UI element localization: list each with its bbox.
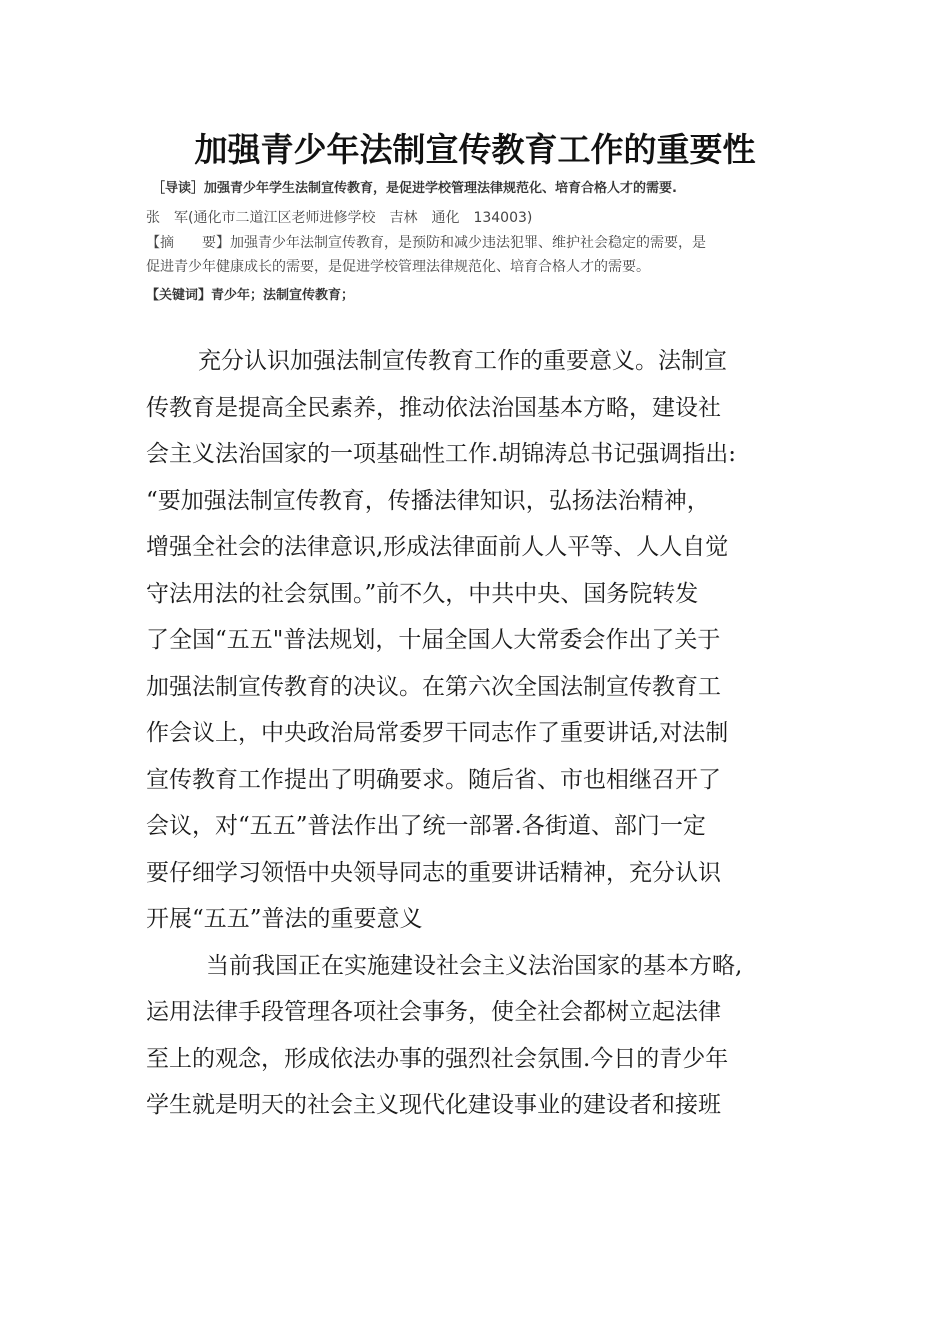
document-title: 加强青少年法制宣传教育工作的重要性 <box>194 130 756 169</box>
abstract-text: 加强青少年法制宣传教育，是预防和减少违法犯罪、维护社会稳定的需要，是 <box>230 235 706 251</box>
paragraph-line: 当前我国正在实施建设社会主义法治国家的基本方略, <box>206 952 743 979</box>
keywords-line: 【关键词】青少年；法制宣传教育； <box>146 288 355 303</box>
paragraph-line: 增强全社会的法律意识,形成法律面前人人平等、人人自觉 <box>146 534 729 560</box>
paragraph-line: 运用法律手段管理各项社会事务，使全社会都树立起法律 <box>146 999 721 1025</box>
paragraph-line: 至上的观念，形成依法办事的强烈社会氛围.今日的青少年 <box>146 1045 729 1072</box>
abstract-line <box>146 231 816 255</box>
author-line: 张 军(通化市二道江区老师进修学校 吉林 通化 134003) <box>146 210 533 226</box>
paragraph-line: 会议，对“五五”普法作出了统一部署.各街道、部门一定 <box>146 813 706 839</box>
paragraph-line: 宣传教育工作提出了明确要求。随后省、市也相继召开了 <box>146 766 721 793</box>
paragraph-line: 要仔细学习领悟中央领导同志的重要讲话精神，充分认识 <box>146 859 721 886</box>
body-text <box>146 338 816 1129</box>
abstract-line: 促进青少年健康成长的需要，是促进学校管理法律规范化、培育合格人才的需要。 <box>146 259 650 275</box>
abstract-tag: 【摘 要】 <box>146 235 230 251</box>
paragraph-line: 了全国“五五"普法规划，十届全国人大常委会作出了关于 <box>146 627 721 653</box>
paragraph-line: 加强法制宣传教育的决议。在第六次全国法制宣传教育工 <box>146 673 721 700</box>
paragraph-line: 充分认识加强法制宣传教育工作的重要意义。法制宣 <box>198 348 727 374</box>
paragraph-line: 学生就是明天的社会主义现代化建设事业的建设者和接班 <box>146 1092 721 1118</box>
paragraph-line: 守法用法的社会氛围。”前不久，中共中央、国务院转发 <box>146 580 699 607</box>
paragraph-line: 作会议上，中央政治局常委罗干同志作了重要讲话,对法制 <box>146 720 729 746</box>
paragraph-line: 开展“五五”普法的重要意义 <box>146 906 423 932</box>
lead-text: ［导读］加强青少年学生法制宣传教育，是促进学校管理法律规范化、培育合格人才的需要. <box>152 181 677 196</box>
paragraph-line: 传教育是提高全民素养，推动依法治国基本方略，建设社 <box>146 394 721 421</box>
abstract <box>146 231 816 279</box>
paragraph-line: “要加强法制宣传教育，传播法律知识，弘扬法治精神， <box>146 487 710 514</box>
paragraph-line: 会主义法治国家的一项基础性工作.胡锦涛总书记强调指出: <box>146 441 737 467</box>
